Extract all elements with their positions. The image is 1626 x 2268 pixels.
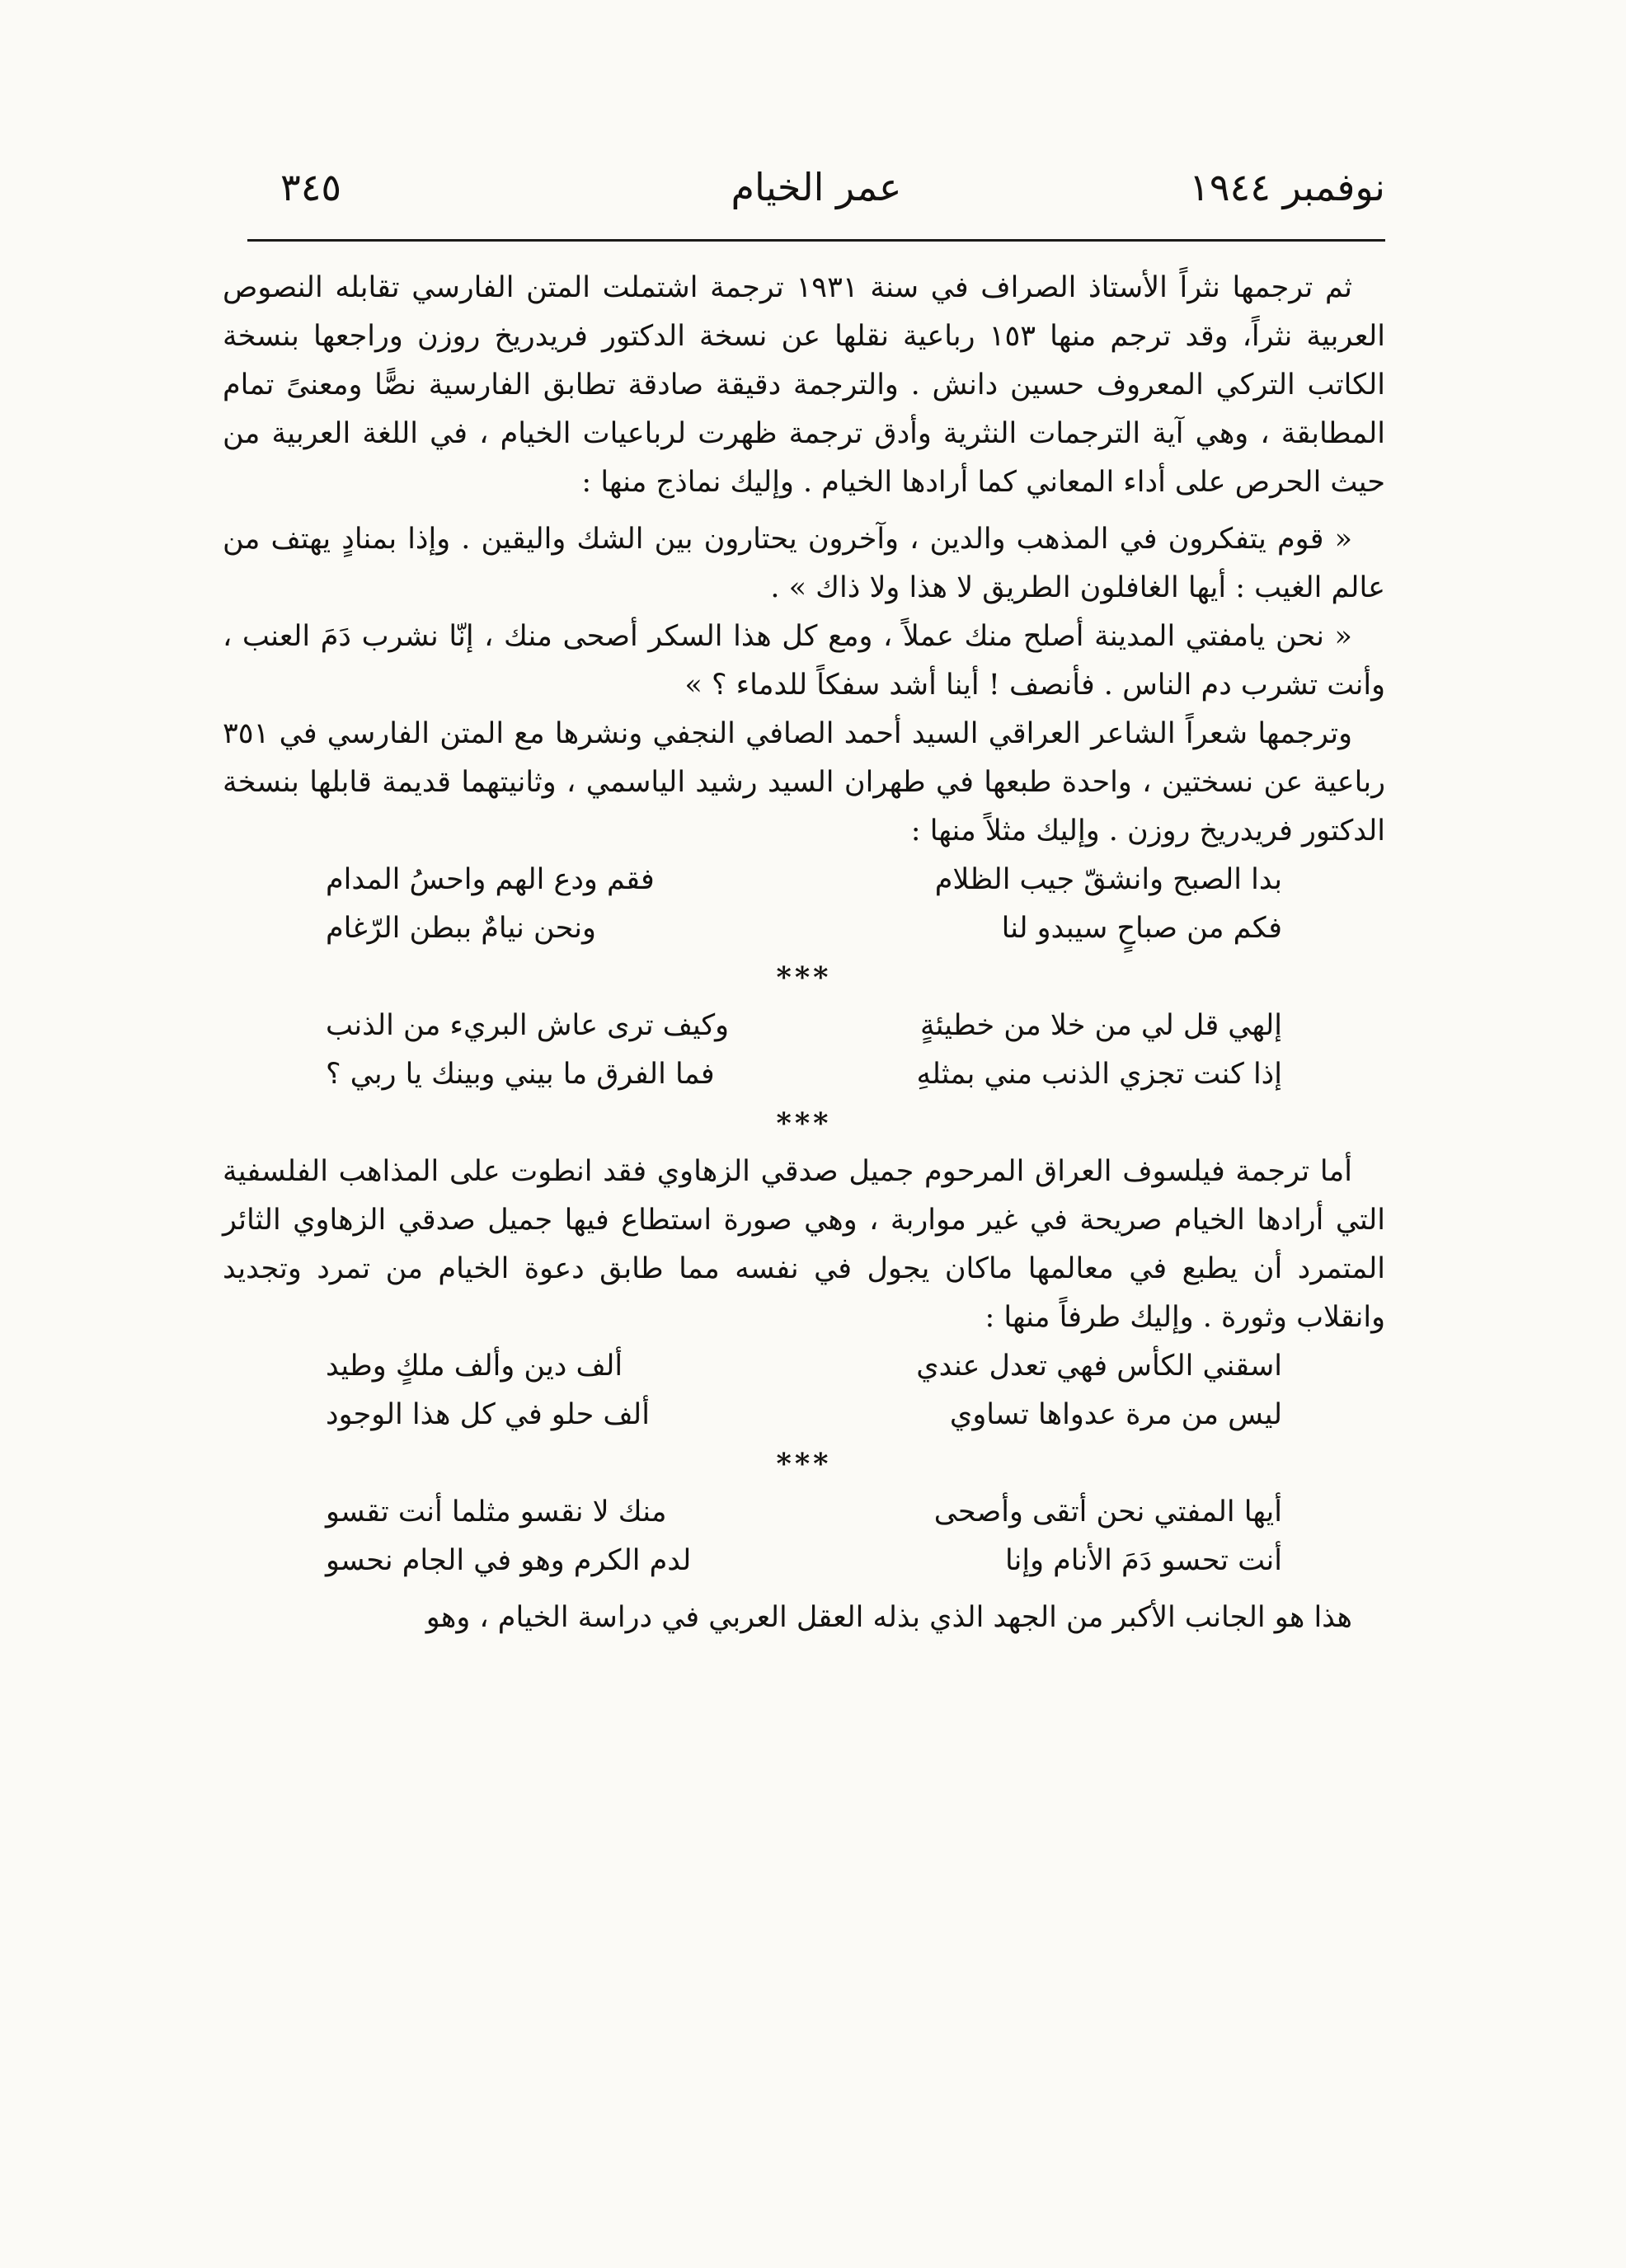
paragraph-conclusion: هذا هو الجانب الأكبر من الجهد الذي بذله العقل العربي في دراسة الخيام ، وهو — [425, 1601, 1352, 1634]
separator: *** — [776, 1447, 832, 1481]
verse-line: اسقني الكأس فهي تعدل عندي ألف دين وألف ملكٍ وطيد — [326, 1350, 1282, 1383]
verse-line: ليس من مرة عدواها تساوي ألف حلو في كل هذا الوجود — [326, 1398, 1282, 1431]
verse-line: إذا كنت تجزي الذنب مني بمثلهِ فما الفرق ما بيني وبينك يا ربي ؟ — [326, 1058, 1282, 1091]
quote-mufti: « نحن يامفتي المدينة أصلح منك عملاً ، ومع كل هذا السكر أصحى منك ، إنّا نشرب دَمَ العنب ، وأنت تشرب دم الناس . فأنصف ! أينا أشد سفكاً للدماء ؟ » — [223, 620, 1385, 702]
verse-line: بدا الصبح وانشقّ جيب الظلام فقم ودع الهم واحسُ المدام — [326, 863, 1282, 896]
separator: *** — [776, 1106, 832, 1140]
paragraph-saraf: ثم ترجمها نثراً الأستاذ الصراف في سنة ١٩٣١ ترجمة اشتملت المتن الفارسي تقابله النصوص العربية نثراً، وقد ترجم منها ١٥٣ رباعية نقلها عن نسخة الدكتور فريدريخ روزن وراجعها بنسخة الكاتب التركي المعروف حسين دانش . والترجمة دقيقة صادقة تطابق الفارسية نصًّا ومعنىً تمام المطابقة ، وهي آية الترجمات النثرية وأدق ترجمة ظهرت لرباعيات الخيام ، في اللغة العربية من حيث الحرص على أداء المعاني كما أرادها الخيام . وإليك نماذج منها : — [223, 271, 1385, 499]
header-rule — [247, 239, 1385, 242]
running-title: عمر الخيام — [731, 165, 902, 209]
page-number: ٣٤٥ — [280, 165, 342, 209]
verse-block-sin — [326, 1002, 1282, 1099]
verse-block-mufti — [326, 1488, 1282, 1585]
article-body — [223, 264, 1385, 1642]
verse-line: أيها المفتي نحن أتقى وأصحى منك لا نقسو مثلما أنت تقسو — [326, 1496, 1282, 1528]
verse-line: فكم من صباحٍ سيبدو لنا ونحن نيامٌ ببطن الرّغام — [326, 912, 1282, 945]
verse-block-cup — [326, 1342, 1282, 1439]
quote-doubt: « قوم يتفكرون في المذهب والدين ، وآخرون يحتارون بين الشك واليقين . وإذا بمنادٍ يهتف من عالم الغيب : أيها الغافلون الطريق لا هذا ولا ذاك » . — [223, 523, 1385, 604]
verse-line: إلهي قل لي من خلا من خطيئةٍ وكيف ترى عاش البريء من الذنب — [326, 1009, 1282, 1042]
issue-date: نوفمبر ١٩٤٤ — [1189, 165, 1385, 209]
verse-line: أنت تحسو دَمَ الأنام وإنا لدم الكرم وهو في الجام نحسو — [326, 1544, 1282, 1577]
running-header — [247, 157, 1385, 231]
paragraph-zahawi: أما ترجمة فيلسوف العراق المرحوم جميل صدقي الزهاوي فقد انطوت على المذاهب الفلسفية التي أرادها الخيام صريحة في غير مواربة ، وهي صورة استطاع فيها جميل صدقي الزهاوي الثائر المتمرد أن يطبع في معالمها ماكان يجول في نفسه مما طابق دعوة الخيام من تمرد وتجديد وانقلاب وثورة . وإليك طرفاً منها : — [223, 1155, 1385, 1334]
paragraph-najafi: وترجمها شعراً الشاعر العراقي السيد أحمد الصافي النجفي ونشرها مع المتن الفارسي في ٣٥١ رباعية عن نسختين ، واحدة طبعها في طهران السيد رشيد الياسمي ، وثانيتهما قديمة قابلها بنسخة الدكتور فريدريخ روزن . وإليك مثلاً منها : — [223, 717, 1385, 848]
verse-block-dawn — [326, 856, 1282, 953]
separator: *** — [776, 960, 832, 994]
